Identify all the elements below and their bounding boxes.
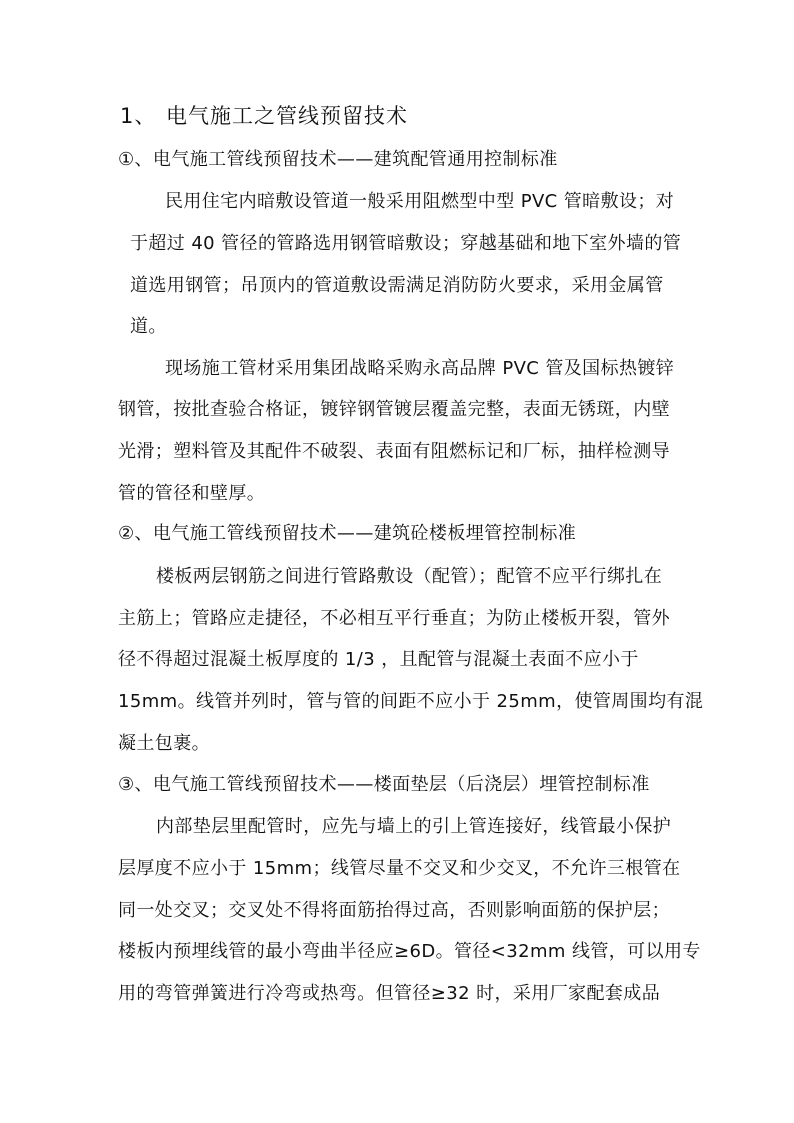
text-line: 楼板内预埋线管的最小弯曲半径应≥6D。管径<32mm 线管，可以用专 (118, 941, 701, 962)
section-title-3: ③、电气施工管线预留技术——楼面垫层（后浇层）埋管控制标准 (118, 774, 650, 795)
text-line: 光滑；塑料管及其配件不破裂、表面有阻燃标记和厂标，抽样检测导 (118, 441, 670, 462)
section-title-2: ②、电气施工管线预留技术——建筑砼楼板埋管控制标准 (118, 523, 577, 544)
text-line: 管的管径和壁厚。 (118, 483, 266, 504)
text-line: 于超过 40 管径的管路选用钢管暗敷设；穿越基础和地下室外墙的管 (130, 233, 682, 254)
text-line: 民用住宅内暗敷设管道一般采用阻燃型中型 PVC 管暗敷设；对 (165, 191, 675, 212)
text-line: 凝土包裹。 (118, 733, 210, 754)
text-line: 用的弯管弹簧进行冷弯或热弯。但管径≥32 时，采用厂家配套成品 (118, 983, 661, 1004)
text-line: 钢管，按批查验合格证，镀锌钢管镀层覆盖完整，表面无锈斑，内壁 (118, 399, 670, 420)
text-line: 层厚度不应小于 15mm；线管尽量不交叉和少交叉，不允许三根管在 (118, 858, 681, 879)
main-heading (120, 104, 408, 128)
heading-title: 电气施工之管线预留技术 (166, 104, 408, 128)
text-line: 同一处交叉；交叉处不得将面筋抬得过高，否则影响面筋的保护层； (118, 900, 670, 921)
heading-number: 1、 (120, 104, 157, 128)
text-line: 道。 (130, 316, 167, 337)
text-line: 径不得超过混凝土板厚度的 1/3 ，且配管与混凝土表面不应小于 (118, 649, 639, 670)
text-line: 道选用钢管；吊顶内的管道敷设需满足消防防火要求，采用金属管 (130, 275, 664, 296)
text-line: 现场施工管材采用集团战略采购永高品牌 PVC 管及国标热镀锌 (165, 358, 675, 379)
text-line: 15mm。线管并列时，管与管的间距不应小于 25mm，使管周围均有混 (118, 691, 704, 712)
text-line: 主筋上；管路应走捷径，不必相互平行垂直；为防止楼板开裂，管外 (118, 608, 670, 629)
section-title-1: ①、电气施工管线预留技术——建筑配管通用控制标准 (118, 149, 558, 170)
text-line: 楼板两层钢筋之间进行管路敷设（配管）；配管不应平行绑扎在 (156, 566, 663, 587)
text-line: 内部垫层里配管时，应先与墙上的引上管连接好，线管最小保护 (156, 816, 672, 837)
